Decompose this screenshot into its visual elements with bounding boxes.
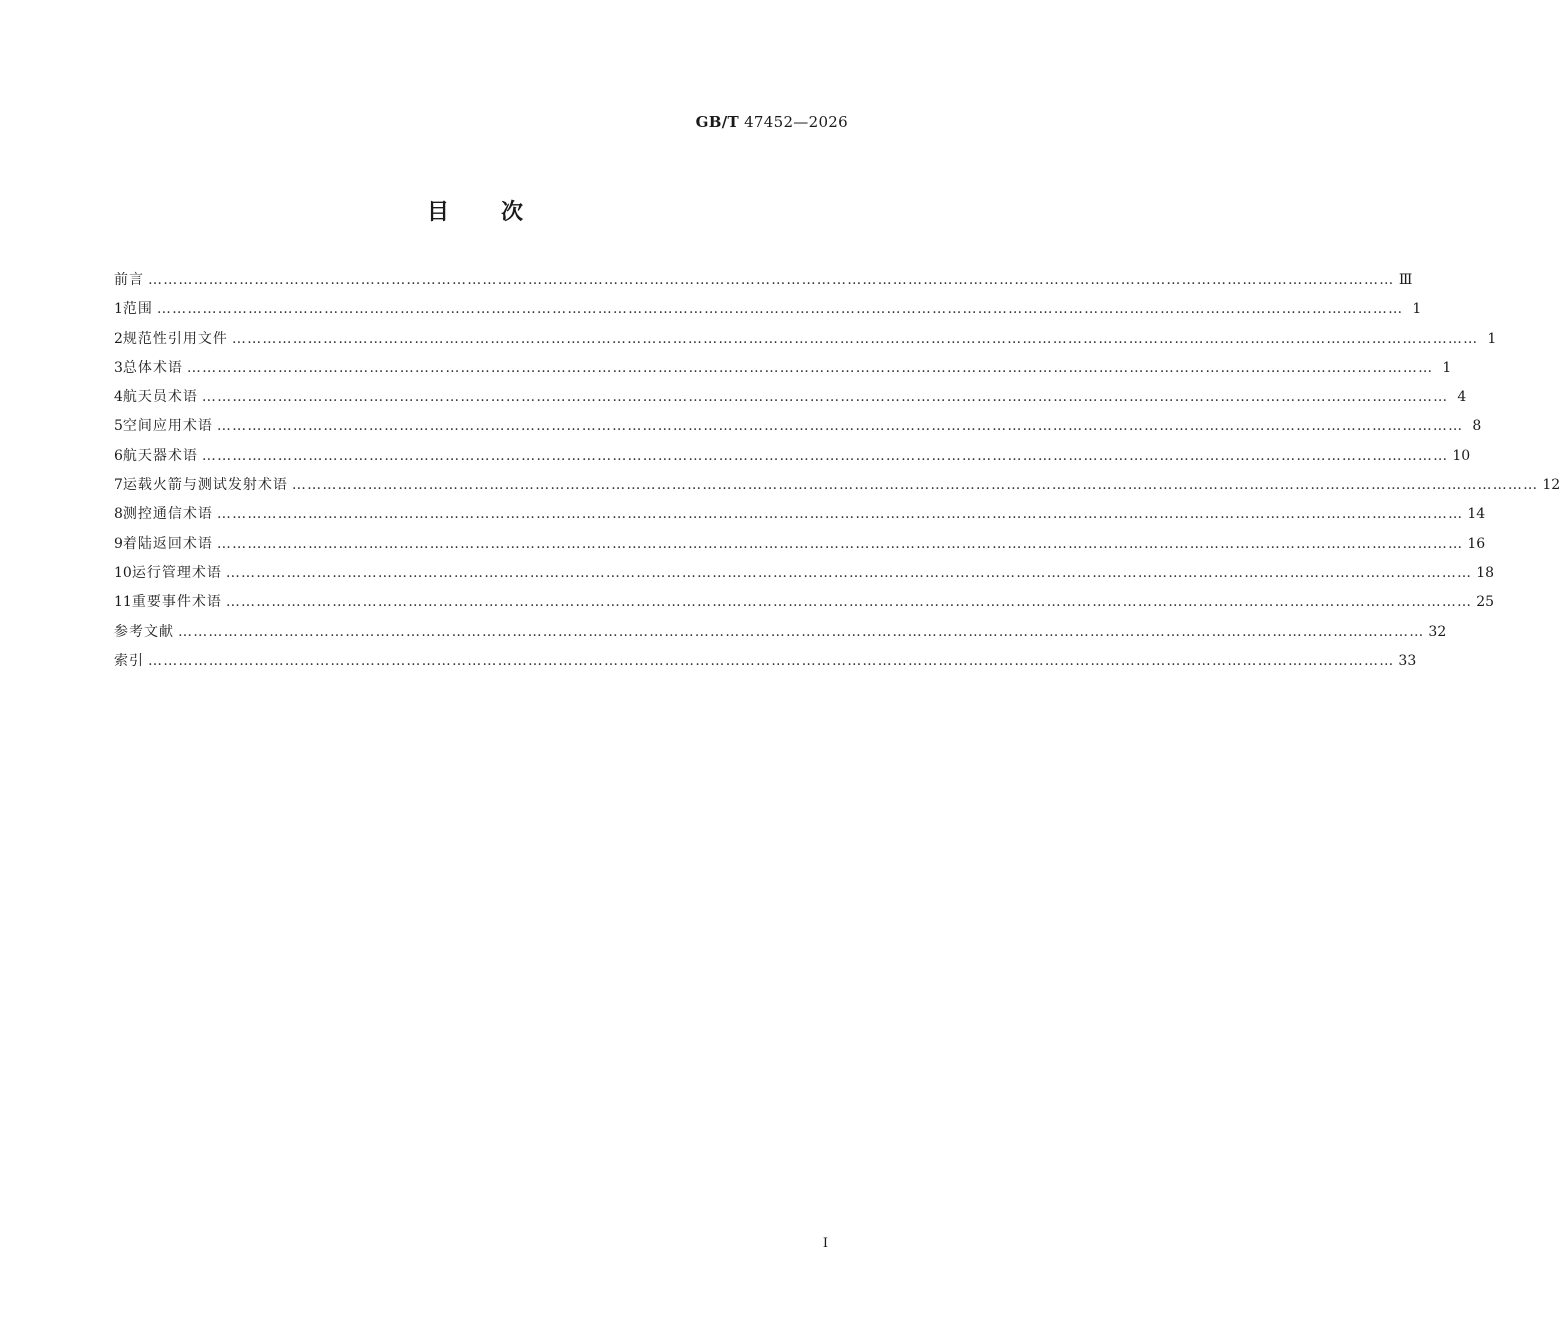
toc-label: 航天器术语 <box>122 447 198 464</box>
page-title <box>0 195 950 226</box>
toc-page: Ⅲ <box>1398 272 1413 288</box>
toc-entry-4[interactable] <box>114 386 1467 415</box>
toc-page: 8 <box>1472 418 1482 435</box>
toc-label: 范围 <box>122 301 153 318</box>
page-number: I <box>822 1236 828 1251</box>
toc-number: 4 <box>114 389 123 406</box>
toc-label: 运载火箭与测试发射术语 <box>122 477 288 494</box>
toc-entry-9[interactable] <box>114 533 1486 562</box>
standard-number: 47452—2026 <box>744 113 848 131</box>
toc-label: 总体术语 <box>122 359 183 376</box>
toc-label: 测控通信术语 <box>122 506 213 523</box>
toc-leader: ………………………………………………………………………………………………………………………………………………………………………………………………………………………… <box>216 418 1464 435</box>
toc-number: 9 <box>114 535 123 552</box>
toc-leader: ………………………………………………………………………………………………………………………………………………………………………………………………………………………… <box>148 272 1395 288</box>
toc-leader: ………………………………………………………………………………………………………………………………………………………………………………………………………………………… <box>148 652 1395 669</box>
toc-leader: ………………………………………………………………………………………………………………………………………………………………………………………………………………………… <box>186 359 1434 376</box>
toc-page: 12 <box>1542 477 1560 494</box>
toc-number: 3 <box>114 359 123 376</box>
title-char-left: 目 <box>426 200 449 225</box>
toc-entry-7[interactable] <box>114 474 1560 503</box>
toc-number: 1 <box>114 301 123 318</box>
title-char-right: 次 <box>501 200 524 225</box>
toc-leader: ………………………………………………………………………………………………………………………………………………………………………………………………………………………… <box>216 506 1464 523</box>
toc-number: 5 <box>114 418 123 435</box>
table-of-contents <box>114 269 1560 679</box>
toc-label: 重要事件术语 <box>131 594 222 611</box>
toc-page: 1 <box>1412 301 1422 318</box>
toc-label: 航天员术语 <box>122 389 198 406</box>
toc-entry-5[interactable] <box>114 415 1482 444</box>
toc-entry-index[interactable] <box>114 650 1417 679</box>
standard-code <box>696 113 848 131</box>
toc-number: 2 <box>114 330 123 347</box>
toc-label: 索引 <box>114 652 144 669</box>
toc-leader: ………………………………………………………………………………………………………………………………………………………………………………………………………………………… <box>156 301 1404 318</box>
toc-leader: ………………………………………………………………………………………………………………………………………………………………………………………………………………………… <box>225 564 1473 581</box>
toc-entry-2[interactable] <box>114 328 1497 357</box>
toc-label: 运行管理术语 <box>131 564 222 581</box>
toc-leader: ………………………………………………………………………………………………………………………………………………………………………………………………………………………… <box>291 477 1539 494</box>
toc-entry-3[interactable] <box>114 357 1452 386</box>
toc-page: 18 <box>1476 564 1495 581</box>
toc-label: 空间应用术语 <box>122 418 213 435</box>
toc-leader: ………………………………………………………………………………………………………………………………………………………………………………………………………………………… <box>225 594 1473 611</box>
toc-page: 14 <box>1467 506 1486 523</box>
toc-entry-10[interactable] <box>114 562 1495 591</box>
toc-leader: ………………………………………………………………………………………………………………………………………………………………………………………………………………………… <box>178 623 1425 640</box>
toc-label: 规范性引用文件 <box>122 330 228 347</box>
toc-entry-8[interactable] <box>114 503 1486 532</box>
toc-page: 33 <box>1398 652 1417 669</box>
toc-number: 11 <box>114 594 132 611</box>
toc-label: 着陆返回术语 <box>122 535 213 552</box>
toc-page: 4 <box>1457 389 1467 406</box>
toc-leader: ………………………………………………………………………………………………………………………………………………………………………………………………………………………… <box>216 535 1464 552</box>
toc-number: 8 <box>114 506 123 523</box>
toc-label: 参考文献 <box>114 623 174 640</box>
toc-number: 7 <box>114 477 123 494</box>
toc-entry-6[interactable] <box>114 445 1471 474</box>
toc-page: 25 <box>1476 594 1495 611</box>
toc-leader: ………………………………………………………………………………………………………………………………………………………………………………………………………………………… <box>201 447 1449 464</box>
toc-page: 10 <box>1452 447 1471 464</box>
toc-entry-11[interactable] <box>114 591 1495 620</box>
toc-entry-references[interactable] <box>114 621 1447 650</box>
toc-page: 16 <box>1467 535 1486 552</box>
toc-page: 32 <box>1428 623 1447 640</box>
standard-prefix: GB/T <box>695 113 740 131</box>
toc-entry-1[interactable] <box>114 298 1422 327</box>
toc-entry-foreword[interactable] <box>114 269 1413 298</box>
toc-leader: ………………………………………………………………………………………………………………………………………………………………………………………………………………………… <box>201 389 1449 406</box>
toc-number: 10 <box>114 564 132 581</box>
toc-leader: ………………………………………………………………………………………………………………………………………………………………………………………………………………………… <box>231 330 1479 347</box>
toc-page: 1 <box>1487 330 1497 347</box>
toc-label: 前言 <box>114 272 144 288</box>
toc-page: 1 <box>1442 359 1452 376</box>
toc-number: 6 <box>114 447 123 464</box>
